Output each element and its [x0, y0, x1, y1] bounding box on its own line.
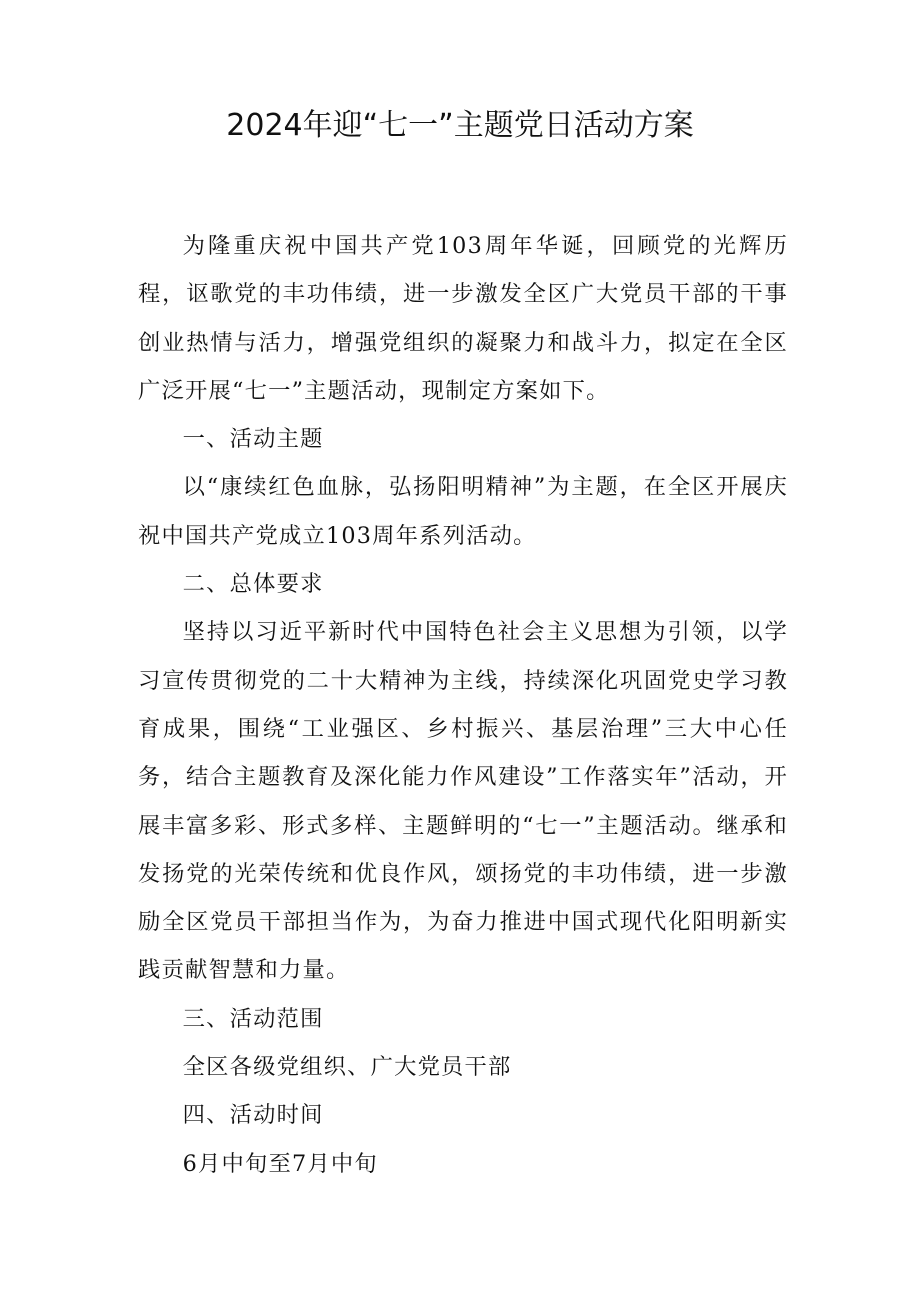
section-heading-requirements: 二、总体要求	[182, 571, 324, 598]
section-heading-time: 四、活动时间	[182, 1102, 324, 1129]
document-title: 2024年迎“七一”主题党日活动方案	[226, 108, 694, 143]
document-body	[138, 222, 788, 1188]
section-content-scope: 全区各级党组织、广大党员干部	[182, 1054, 512, 1081]
section-content-requirements: 坚持以习近平新时代中国特色社会主义思想为引领，以学习宣传贯彻党的二十大精神为主线，持续深化巩固党史学习教育成果，围绕“工业强区、乡村振兴、基层治理”三大中心任务，结合主题教育及深化能力作风建设”工作落实年”活动，开展丰富多彩、形式多样、主题鲜明的“七一”主题活动。继承和发扬党的光荣传统和优良作风，颂扬党的丰功伟绩，进一步激励全区党员干部担当作为，为奋力推进中国式现代化阳明新实践贡献智慧和力量。	[138, 619, 788, 984]
intro-paragraph: 为隆重庆祝中国共产党103周年华诞，回顾党的光辉历程，讴歌党的丰功伟绩，进一步激发全区广大党员干部的干事创业热情与活力，增强党组织的凝聚力和战斗力，拟定在全区广泛开展“七一”主题活动，现制定方案如下。	[138, 233, 788, 404]
section-heading-theme: 一、活动主题	[182, 426, 324, 453]
section-content-time: 6月中旬至7月中旬	[182, 1150, 378, 1177]
section-content-theme: 以“康续红色血脉，弘扬阳明精神”为主题，在全区开展庆祝中国共产党成立103周年系列活动。	[138, 474, 788, 549]
section-heading-scope: 三、活动范围	[182, 1005, 324, 1032]
